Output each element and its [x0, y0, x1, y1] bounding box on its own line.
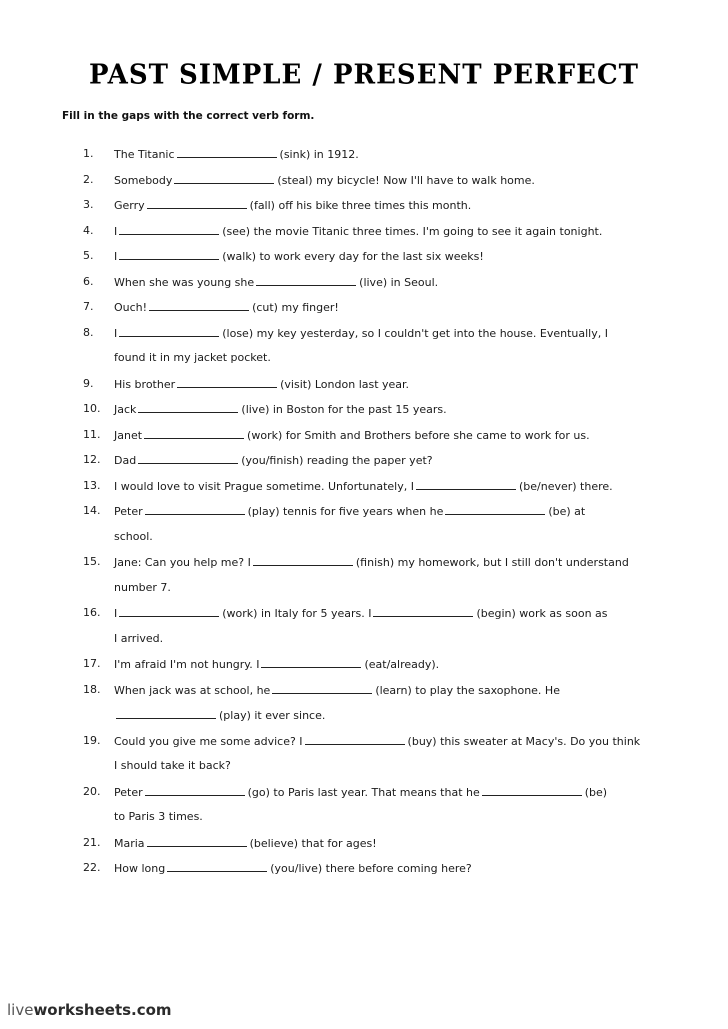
item-text: (eat/already).	[364, 658, 440, 671]
answer-blank[interactable]	[138, 451, 238, 464]
exercise-item	[0, 400, 728, 426]
item-text: I would love to visit Prague sometime. Unfortunately, I	[114, 479, 414, 493]
exercise-list	[0, 145, 728, 885]
item-text: (play) it ever since.	[219, 709, 326, 722]
exercise-line	[0, 222, 728, 248]
item-number: 12.	[83, 453, 101, 466]
item-number: 8.	[83, 325, 94, 339]
item-text: I	[114, 607, 118, 620]
exercise-item	[0, 298, 728, 324]
item-text: Maria	[114, 836, 145, 850]
exercise-line	[0, 196, 728, 222]
exercise-item	[0, 247, 728, 273]
exercise-item	[0, 426, 728, 452]
exercise-item	[0, 273, 728, 299]
answer-blank[interactable]	[149, 298, 249, 311]
item-text: (go) to Paris last year. That means that he	[247, 785, 480, 799]
exercise-item	[0, 324, 728, 375]
exercise-line	[0, 706, 728, 732]
item-number: 13.	[83, 478, 101, 492]
item-text: I	[114, 224, 118, 238]
item-text: Dad	[114, 454, 137, 467]
item-text: I'm afraid I'm not hungry. I	[114, 658, 260, 671]
item-text: The Titanic	[114, 148, 175, 161]
exercise-line	[0, 859, 728, 885]
worksheet-title: PAST SIMPLE / PRESENT PERFECT	[88, 59, 639, 91]
exercise-item	[0, 604, 728, 655]
item-text: school.	[114, 529, 153, 543]
answer-blank[interactable]	[416, 477, 516, 490]
item-number: 20.	[83, 784, 101, 798]
item-number: 7.	[83, 300, 94, 313]
exercise-item	[0, 859, 728, 885]
logo-bold-text: worksheets.com	[33, 1001, 172, 1019]
item-text: (finish) my homework, but I still don't understand	[355, 556, 629, 569]
exercise-line	[0, 171, 728, 197]
item-text: (be/never) there.	[518, 479, 613, 493]
answer-blank[interactable]	[177, 375, 277, 388]
exercise-item	[0, 477, 728, 503]
exercise-item	[0, 196, 728, 222]
answer-blank[interactable]	[253, 553, 353, 566]
answer-blank[interactable]	[144, 426, 244, 439]
item-text: His brother	[114, 377, 176, 391]
item-number: 18.	[83, 682, 101, 696]
exercise-item	[0, 834, 728, 860]
answer-blank[interactable]	[119, 222, 219, 235]
item-text: (be)	[584, 785, 608, 799]
exercise-item	[0, 375, 728, 401]
item-number: 19.	[83, 733, 101, 747]
answer-blank[interactable]	[147, 196, 247, 209]
item-text: How long	[114, 862, 166, 875]
item-text: Somebody	[114, 173, 173, 187]
answer-blank[interactable]	[119, 324, 219, 337]
answer-blank[interactable]	[177, 145, 277, 158]
item-text: I	[114, 250, 118, 263]
exercise-line	[0, 808, 728, 834]
exercise-item	[0, 655, 728, 681]
item-number: 4.	[83, 223, 94, 237]
item-text: Ouch!	[114, 301, 148, 314]
exercise-line	[0, 298, 728, 324]
exercise-line	[0, 324, 728, 350]
exercise-item	[0, 732, 728, 783]
answer-blank[interactable]	[261, 655, 361, 668]
item-text: Janet	[114, 428, 143, 442]
item-text: found it in my jacket pocket.	[114, 351, 271, 364]
exercise-line	[0, 400, 728, 426]
exercise-item	[0, 681, 728, 732]
exercise-item	[0, 451, 728, 477]
exercise-line	[0, 834, 728, 860]
item-text: (buy) this sweater at Macy's. Do you think	[407, 734, 641, 748]
item-number: 17.	[83, 657, 101, 670]
answer-blank[interactable]	[145, 502, 245, 515]
item-text: (believe) that for ages!	[249, 836, 377, 850]
item-text: (sink) in 1912.	[279, 148, 359, 161]
item-text: Jack	[114, 403, 137, 416]
exercise-item	[0, 502, 728, 553]
exercise-line	[0, 247, 728, 273]
exercise-line	[0, 502, 728, 528]
exercise-item	[0, 171, 728, 197]
item-text: I arrived.	[114, 631, 164, 645]
answer-blank[interactable]	[145, 783, 245, 796]
site-logo[interactable]	[7, 1001, 172, 1019]
exercise-line	[0, 528, 728, 554]
exercise-line	[0, 553, 728, 579]
exercise-line	[0, 732, 728, 758]
item-number: 5.	[83, 249, 94, 262]
item-number: 22.	[83, 861, 101, 874]
item-text: number 7.	[114, 580, 171, 594]
item-number: 11.	[83, 427, 101, 441]
answer-blank[interactable]	[305, 732, 405, 745]
item-number: 14.	[83, 504, 101, 517]
item-text: to Paris 3 times.	[114, 810, 203, 823]
item-text: (live) in Seoul.	[359, 275, 439, 289]
item-text: (live) in Boston for the past 15 years.	[241, 403, 447, 416]
item-text: (begin) work as soon as	[476, 607, 608, 620]
item-number: 15.	[83, 555, 101, 568]
item-text: (work) for Smith and Brothers before she came to work for us.	[247, 428, 590, 442]
item-number: 10.	[83, 402, 101, 415]
answer-blank[interactable]	[116, 706, 216, 719]
item-text: I	[114, 326, 118, 340]
exercise-item	[0, 553, 728, 604]
item-text: (learn) to play the saxophone. He	[375, 683, 560, 697]
exercise-line	[0, 349, 728, 375]
answer-blank[interactable]	[482, 783, 582, 796]
item-text: (be) at	[548, 505, 586, 518]
exercise-line	[0, 375, 728, 401]
exercise-line	[0, 477, 728, 503]
item-text: Peter	[114, 505, 143, 518]
answer-blank[interactable]	[256, 273, 356, 286]
item-text: I should take it back?	[114, 759, 231, 772]
exercise-line	[0, 145, 728, 171]
exercise-line	[0, 579, 728, 605]
exercise-line	[0, 273, 728, 299]
exercise-line	[0, 604, 728, 630]
item-text: When she was young she	[114, 275, 255, 289]
item-text: (lose) my key yesterday, so I couldn't get into the house. Eventually, I	[222, 326, 608, 340]
item-text: When jack was at school, he	[114, 683, 271, 697]
item-text: (see) the movie Titanic three times. I'm going to see it again tonight.	[222, 224, 603, 238]
answer-blank[interactable]	[167, 859, 267, 872]
item-text: Jane: Can you help me? I	[114, 556, 251, 569]
exercise-item	[0, 222, 728, 248]
item-text: (steal) my bicycle! Now I'll have to walk home.	[277, 173, 535, 187]
exercise-item	[0, 145, 728, 171]
exercise-line	[0, 426, 728, 452]
item-number: 21.	[83, 835, 101, 849]
item-text: (you/finish) reading the paper yet?	[241, 454, 433, 467]
exercise-line	[0, 630, 728, 656]
item-text: (you/live) there before coming here?	[270, 862, 472, 875]
item-number: 1.	[83, 147, 94, 160]
answer-blank[interactable]	[119, 247, 219, 260]
answer-blank[interactable]	[138, 400, 238, 413]
item-text: Gerry	[114, 199, 145, 212]
logo-light-text: live	[7, 1001, 34, 1019]
item-number: 6.	[83, 274, 94, 288]
item-text: (cut) my finger!	[252, 301, 339, 314]
item-text: (play) tennis for five years when he	[247, 505, 444, 518]
exercise-item	[0, 783, 728, 834]
exercise-line	[0, 655, 728, 681]
exercise-line	[0, 681, 728, 707]
exercise-line	[0, 757, 728, 783]
item-text: (walk) to work every day for the last six weeks!	[222, 250, 484, 263]
item-text: (fall) off his bike three times this month.	[249, 199, 472, 212]
item-number: 9.	[83, 376, 94, 390]
answer-blank[interactable]	[373, 604, 473, 617]
instructions: Fill in the gaps with the correct verb form.	[62, 110, 315, 122]
answer-blank[interactable]	[445, 502, 545, 515]
exercise-line	[0, 451, 728, 477]
exercise-line	[0, 783, 728, 809]
answer-blank[interactable]	[119, 604, 219, 617]
item-number: 3.	[83, 198, 94, 211]
item-text: Peter	[114, 785, 143, 799]
answer-blank[interactable]	[272, 681, 372, 694]
item-number: 16.	[83, 606, 101, 619]
answer-blank[interactable]	[147, 834, 247, 847]
item-number: 2.	[83, 172, 94, 186]
item-text: Could you give me some advice? I	[114, 734, 303, 748]
item-text: (work) in Italy for 5 years. I	[222, 607, 372, 620]
answer-blank[interactable]	[174, 171, 274, 184]
item-text: (visit) London last year.	[280, 377, 410, 391]
